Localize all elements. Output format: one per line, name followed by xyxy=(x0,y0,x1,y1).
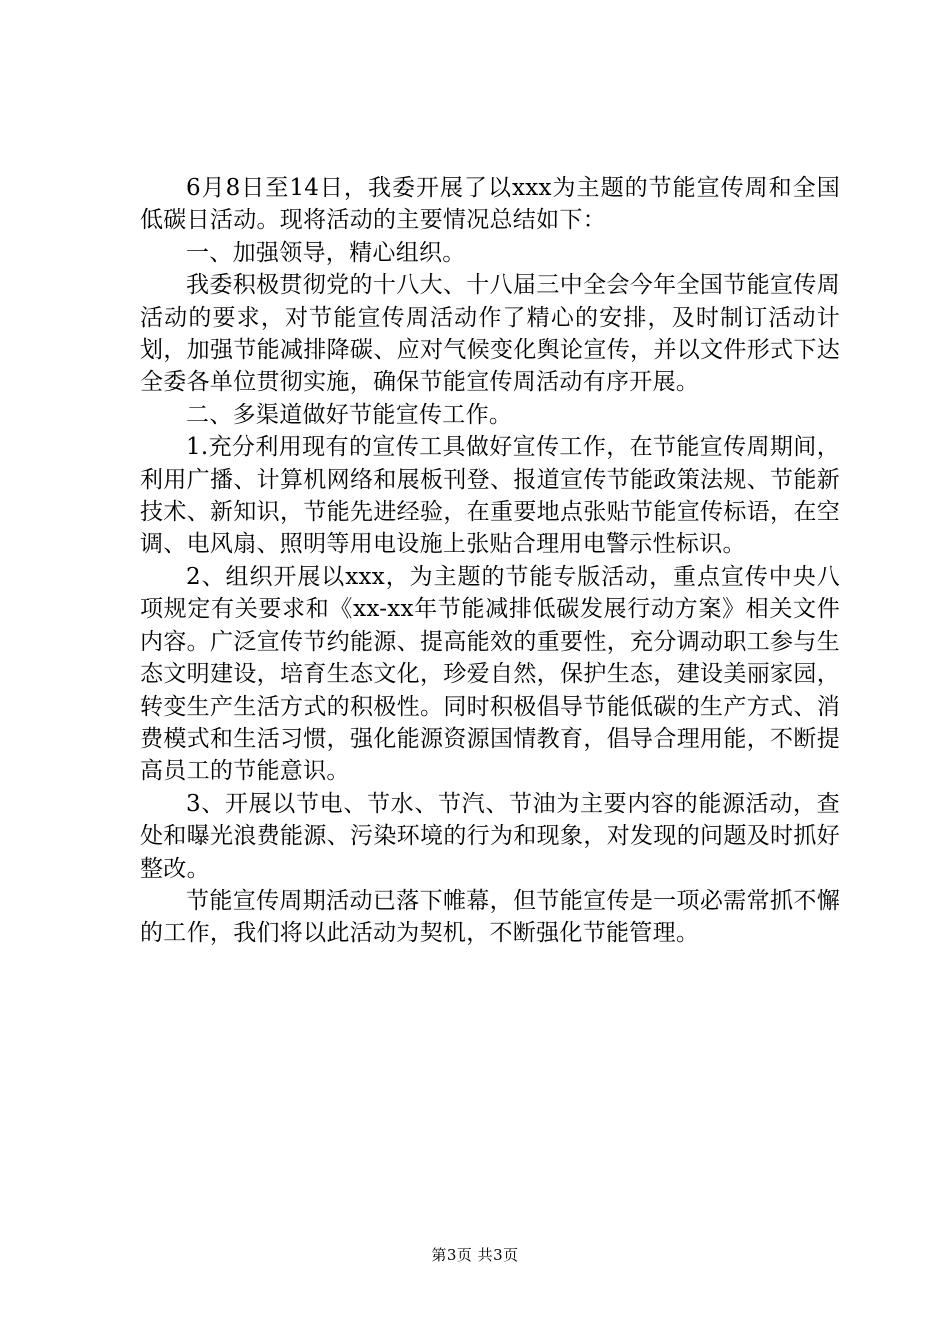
paragraph-organization: 我委积极贯彻党的十八大、十八届三中全会今年全国节能宣传周活动的要求，对节能宣传周活动作了精心的安排，及时制订活动计划，加强节能减排降碳、应对气候变化舆论宣传，并以文件形式下达全委各单位贯彻实施，确保节能宣传周活动有序开展。 xyxy=(140,272,840,396)
section-heading-1: 一、加强领导，精心组织。 xyxy=(186,239,466,266)
section-heading-2: 二、多渠道做好节能宣传工作。 xyxy=(186,401,513,428)
paragraph-conclusion: 节能宣传周期活动已落下帷幕，但节能宣传是一项必需常抓不懈的工作，我们将以此活动为契机，不断强化节能管理。 xyxy=(140,887,840,947)
paragraph-item-1: 1.充分利用现有的宣传工具做好宣传工作，在节能宣传周期间，利用广播、计算机网络和展板刊登、报道宣传节能政策法规、节能新技术、新知识，节能先进经验，在重要地点张贴节能宣传标语，在空调、电风扇、照明等用电设施上张贴合理用电警示性标识。 xyxy=(140,434,840,558)
paragraph-intro: 6月8日至14日，我委开展了以xxx为主题的节能宣传周和全国低碳日活动。现将活动的主要情况总结如下： xyxy=(140,175,840,234)
document-body xyxy=(140,172,840,950)
paragraph-item-3: 3、开展以节电、节水、节汽、节油为主要内容的能源活动，查处和曝光浪费能源、污染环境的行为和现象，对发现的问题及时抓好整改。 xyxy=(140,790,840,882)
page-number-footer: 第3页 共3页 xyxy=(431,1246,519,1264)
paragraph-item-2: 2、组织开展以xxx，为主题的节能专版活动，重点宣传中央八项规定有关要求和《xx-xx年节能减排低碳发展行动方案》相关文件内容。广泛宣传节约能源、提高能效的重要性，充分调动职工参与生态文明建设，培育生态文化，珍爱自然，保护生态，建设美丽家园，转变生产生活方式的积极性。同时积极倡导节能低碳的生产方式、消费模式和生活习惯，强化能源资源国情教育，倡导合理用能，不断提高员工的节能意识。 xyxy=(140,563,840,785)
